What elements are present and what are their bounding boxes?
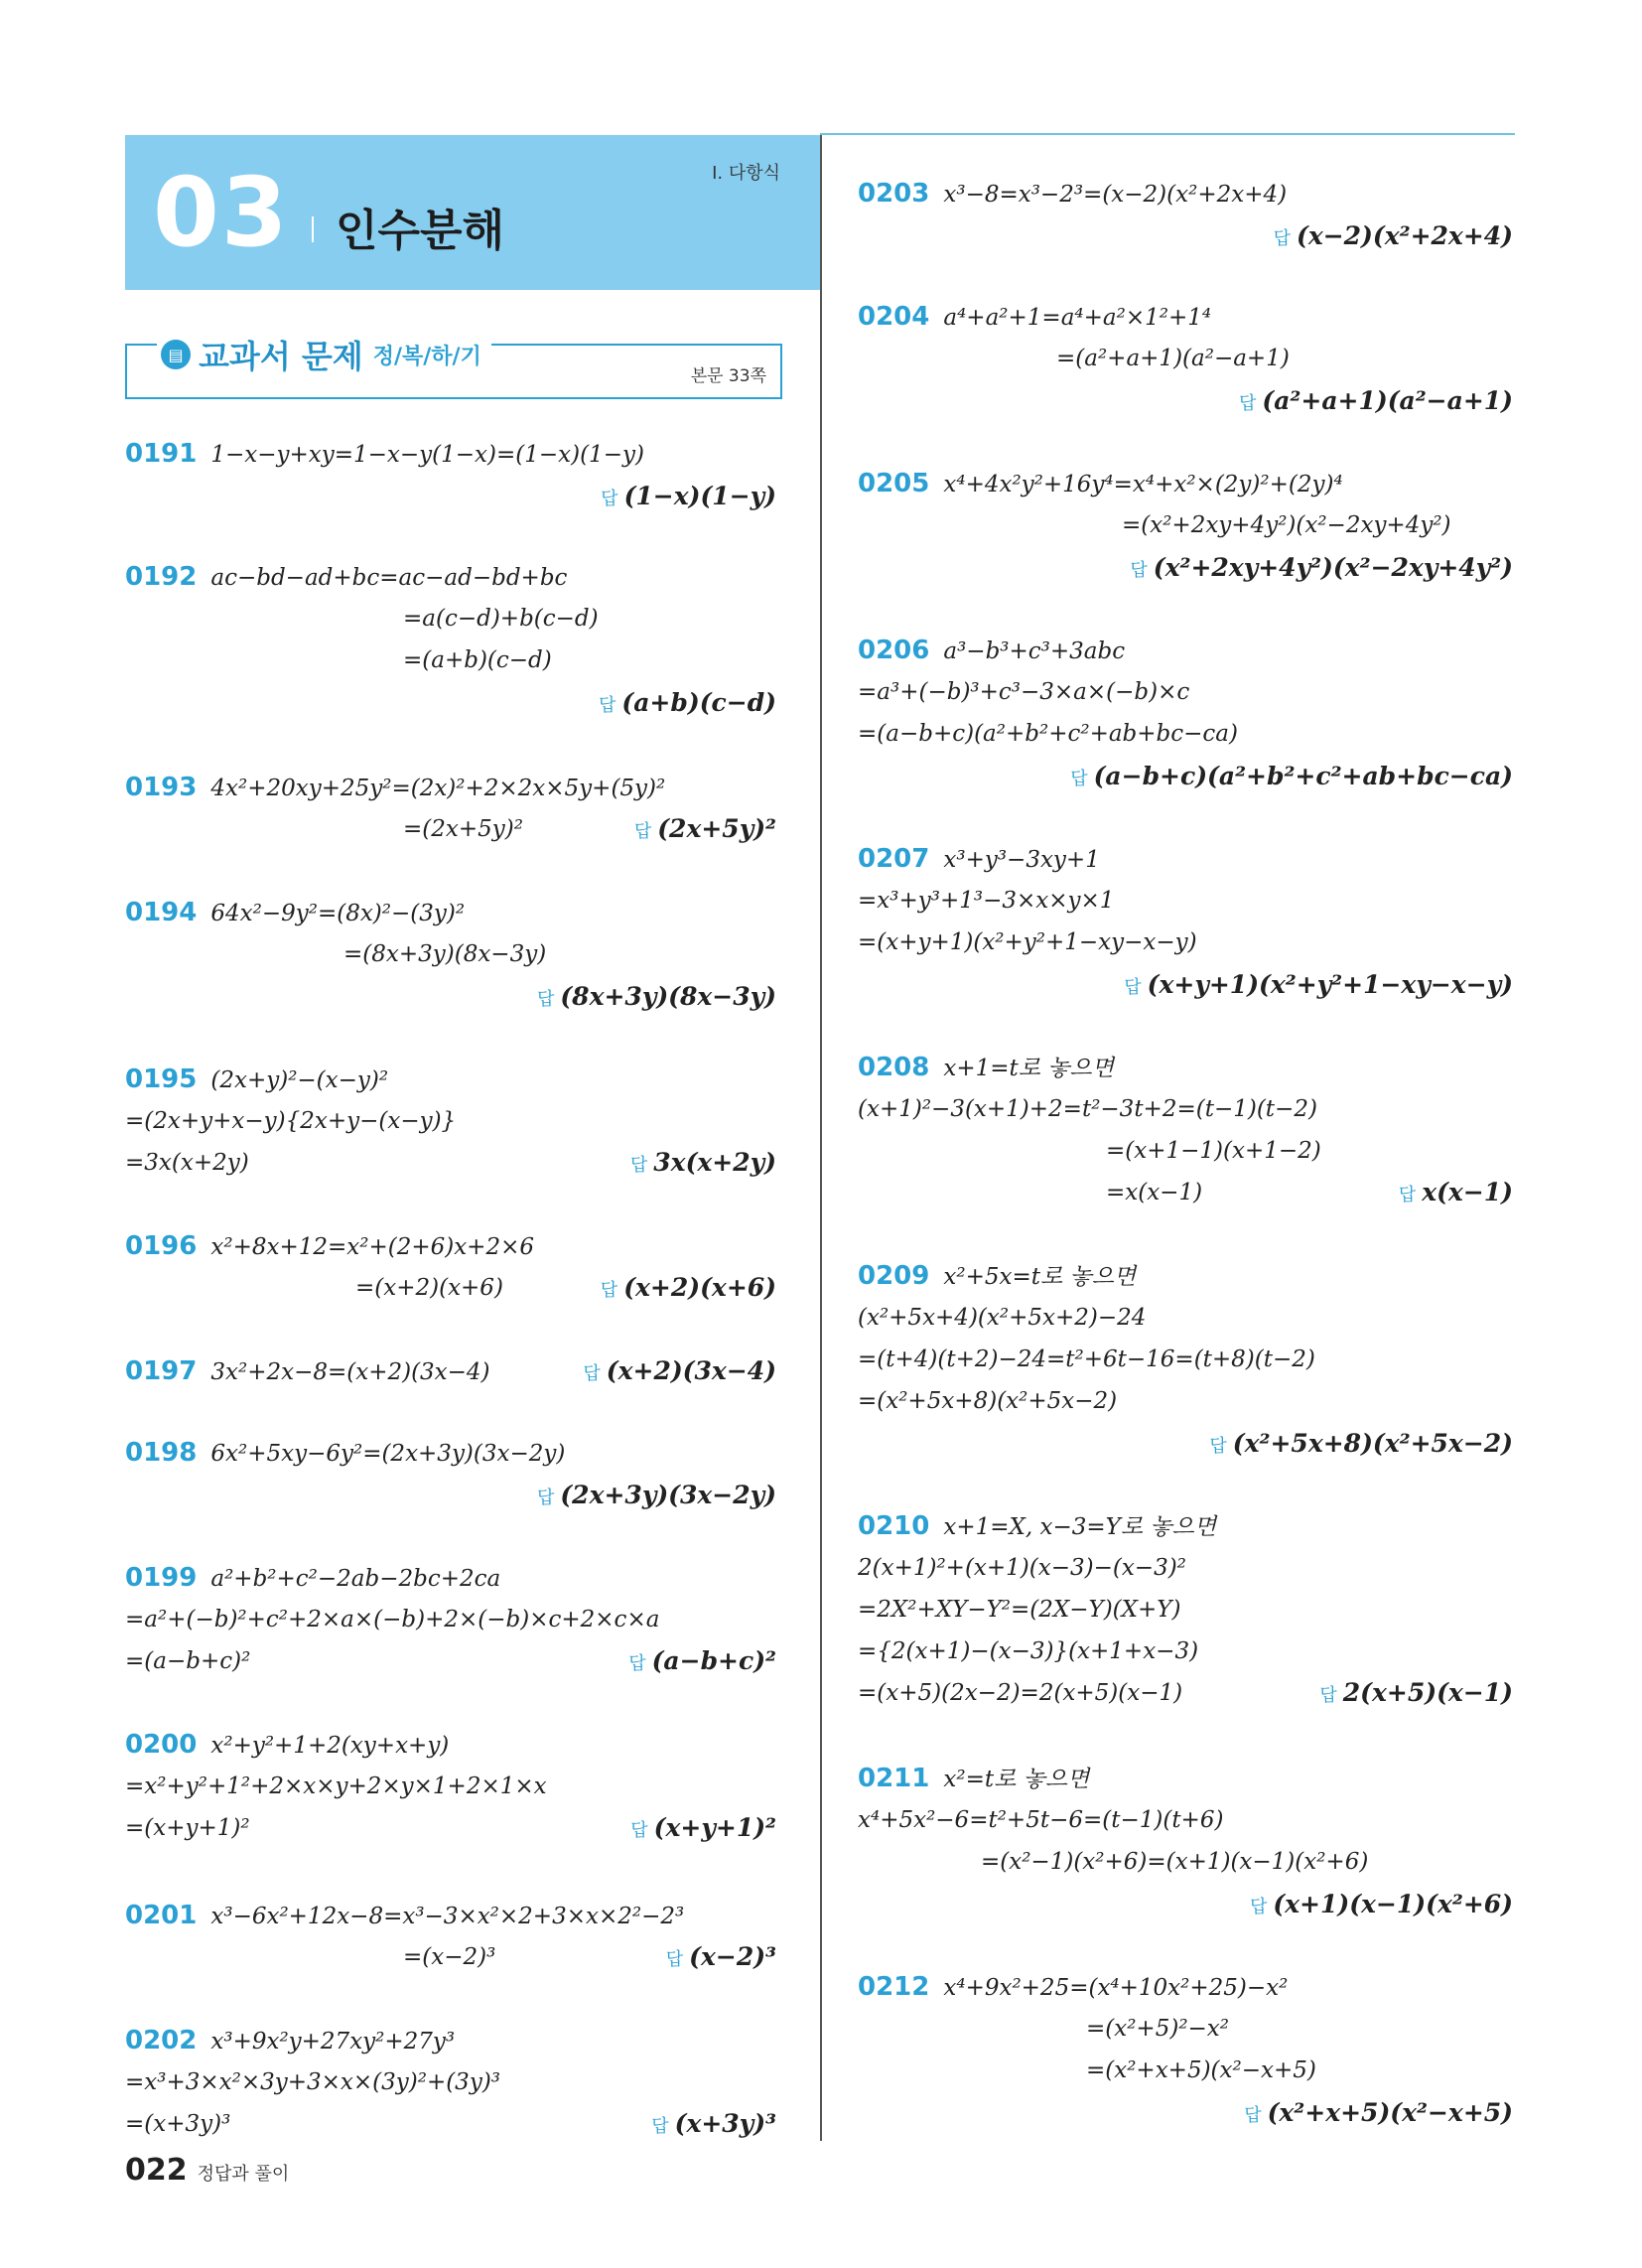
solution-line [858,1380,1513,1422]
solution-line [858,880,1513,921]
solution-text: =x³+3×x²×3y+3×x×(3y)²+(3y)³ [125,2069,501,2095]
answer [858,2091,1513,2135]
book-icon: ▤ [161,340,191,369]
answer [858,963,1513,1007]
problem-0203 [858,173,1513,258]
chapter-number: 03 [153,157,290,268]
answer [666,1936,776,1981]
problem-number: 0203 [858,179,930,209]
solution-line [125,1225,776,1267]
solution-line [858,1841,1513,1883]
answer-tag: 답 [1249,1897,1268,1917]
problem-number: 0193 [125,773,198,802]
problem-0200 [125,1724,776,1849]
solution-line [858,1799,1513,1841]
solution-text: x³−8=x³−2³=(x−2)(x²+2x+4) [943,182,1288,208]
answer-value: (x²+5x+8)(x²+5x−2) [1232,1429,1513,1458]
problem-0195 [125,1059,776,1184]
solution-line [858,1547,1513,1589]
problem-0204 [858,296,1513,423]
solution-line [125,1766,776,1807]
solution-line [858,713,1513,755]
solution-line [125,1599,776,1640]
problem-0197 [125,1350,776,1392]
solution-text: a²+b²+c²−2ab−2bc+2ca [210,1566,501,1592]
solution-line [125,1059,776,1100]
section-subtitle: 정/복/하/기 [372,344,481,369]
solution-line [858,1505,1513,1547]
solution-line [125,1557,776,1599]
solution-line [858,1172,1513,1213]
solution-text: =(a−b+c)(a²+b²+c²+ab+bc−ca) [858,721,1238,747]
problem-0192 [125,556,776,725]
answer-value: (a−b+c)² [651,1646,776,1675]
answer-tag: 답 [1239,393,1257,414]
answer [634,808,776,853]
problem-number: 0200 [125,1730,198,1760]
answer-tag: 답 [536,989,555,1010]
answer [858,214,1513,258]
solution-text: =(a²+a+1)(a²−a+1) [1056,346,1290,371]
solution-line [858,338,1513,379]
solution-text: 6x²+5xy−6y²=(2x+3y)(3x−2y) [210,1441,566,1467]
answer-value: (x+2)(3x−4) [606,1356,776,1385]
solution-text: =(8x+3y)(8x−3y) [343,941,547,967]
answer-value: x(x−1) [1422,1178,1513,1206]
answer [601,1267,776,1312]
page-footer-label: 정답과 풀이 [197,2164,290,2185]
solution-line [858,1297,1513,1339]
answer-value: (x+1)(x−1)(x²+6) [1273,1890,1513,1918]
answer [628,1640,776,1685]
answer [583,1350,776,1395]
answer [1319,1672,1513,1717]
answer-tag: 답 [536,1488,555,1508]
answer [651,2103,776,2148]
solution-line [858,2050,1513,2091]
solution-line [125,767,776,808]
solution-line [125,556,776,598]
solution-text: ={2(x+1)−(x−3)}(x+1+x−3) [858,1638,1199,1664]
solution-line [858,1630,1513,1672]
answer-value: (x²+x+5)(x²−x+5) [1267,2098,1513,2127]
problem-0202 [125,2020,776,2145]
solution-text: =(x+y+1)² [125,1815,250,1841]
solution-line [125,1100,776,1142]
chapter-part: Ⅰ. 다항식 [712,163,780,184]
solution-line [125,1432,776,1474]
answer [858,1883,1513,1926]
answer [125,475,776,518]
problem-number: 0196 [125,1231,198,1261]
solution-text: x²+5x=t로 놓으면 [943,1264,1137,1290]
solution-line [125,1350,776,1392]
solution-line [858,838,1513,880]
answer-value: (x−2)(x²+2x+4) [1296,221,1513,250]
answer-tag: 답 [1209,1436,1227,1457]
solution-text: (x+1)²−3(x+1)+2=t²−3t+2=(t−1)(t−2) [858,1096,1317,1122]
answer-tag: 답 [630,1820,648,1841]
page-number: 022 [125,2153,188,2188]
top-rule [820,133,1515,135]
solution-line [125,808,776,850]
answer-tag: 답 [665,1949,684,1970]
solution-line [858,1966,1513,2008]
solution-text: =a(c−d)+b(c−d) [403,606,599,632]
answer [125,1474,776,1517]
answer-tag: 답 [601,489,618,509]
solution-text: =x³+y³+1³−3×x×y×1 [858,888,1115,914]
solution-line [858,1130,1513,1172]
solution-line [858,1758,1513,1799]
solution-text: ac−bd−ad+bc=ac−ad−bd+bc [210,565,568,591]
problem-number: 0208 [858,1053,930,1082]
solution-line [858,173,1513,214]
solution-text: x²=t로 놓으면 [943,1767,1090,1792]
answer-value: (x²+2xy+4y²)(x²−2xy+4y²) [1153,553,1513,582]
answer-value: (x+y+1)² [653,1813,776,1842]
answer-value: (x+3y)³ [674,2109,776,2138]
section-header [125,338,782,399]
solution-text: =(x+5)(2x−2)=2(x+5)(x−1) [858,1680,1183,1706]
problem-number: 0206 [858,636,930,665]
answer-tag: 답 [1070,769,1088,789]
solution-text: =x(x−1) [1106,1180,1203,1205]
problem-0198 [125,1432,776,1517]
solution-text: 1−x−y+xy=1−x−y(1−x)=(1−x)(1−y) [210,442,644,468]
problem-number: 0202 [125,2026,198,2055]
solution-text: a⁴+a²+1=a⁴+a²×1²+1⁴ [943,305,1212,331]
solution-text: x³+y³−3xy+1 [943,847,1100,873]
solution-line [858,1088,1513,1130]
solution-line [125,2103,776,2145]
chapter-separator [312,216,314,242]
solution-line [858,630,1513,671]
column-divider [820,135,822,2141]
solution-text: x⁴+5x²−6=t²+5t−6=(t−1)(t+6) [858,1807,1224,1833]
problem-0208 [858,1047,1513,1213]
answer-tag: 답 [1319,1685,1337,1706]
solution-text: =a³+(−b)³+c³−3×a×(−b)×c [858,679,1190,705]
solution-text: =(x−2)³ [403,1944,496,1970]
answer-value: (2x+5y)² [657,814,776,843]
solution-line [858,463,1513,504]
solution-text: =2X²+XY−Y²=(2X−Y)(X+Y) [858,1597,1181,1623]
answer-value: (a²+a+1)(a²−a+1) [1262,386,1513,415]
answer [858,755,1513,798]
solution-text: =(x²+x+5)(x²−x+5) [1086,2057,1316,2083]
problem-0194 [125,892,776,1019]
problem-number: 0201 [125,1901,198,1930]
answer-value: (2x+3y)(3x−2y) [560,1481,776,1509]
problem-0211 [858,1758,1513,1926]
problem-number: 0197 [125,1356,198,1386]
solution-text: x⁴+4x²y²+16y⁴=x⁴+x²×(2y)²+(2y)⁴ [943,472,1343,497]
answer-value: (8x+3y)(8x−3y) [560,982,776,1011]
problem-0209 [858,1255,1513,1466]
solution-text: 3x²+2x−8=(x+2)(3x−4) [210,1359,490,1385]
solution-text: x+1=X, x−3=Y로 놓으면 [943,1514,1217,1540]
problem-0212 [858,1966,1513,2135]
solution-text: =(x+y+1)(x²+y²+1−xy−x−y) [858,929,1197,955]
solution-line [858,1672,1513,1714]
solution-text: x³+9x²y+27xy²+27y³ [210,2029,456,2055]
answer [630,1142,776,1187]
solution-text: x+1=t로 놓으면 [943,1056,1114,1081]
solution-text: =a²+(−b)²+c²+2×a×(−b)+2×(−b)×c+2×c×a [125,1607,660,1632]
solution-line [858,1047,1513,1088]
problem-number: 0210 [858,1511,930,1541]
answer-tag: 답 [629,1155,648,1176]
solution-text: 2(x+1)²+(x+1)(x−3)−(x−3)² [858,1555,1186,1581]
answer-value: 3x(x+2y) [653,1148,776,1177]
solution-line [125,1895,776,1936]
problem-number: 0211 [858,1764,930,1793]
solution-text: =(x²+5x+8)(x²+5x−2) [858,1388,1118,1414]
solution-text: =(x+3y)³ [125,2111,231,2137]
answer-tag: 답 [1124,977,1142,998]
solution-line [125,433,776,475]
solution-line [125,1267,776,1309]
solution-line [125,1142,776,1184]
answer-value: (x+2)(x+6) [623,1273,776,1302]
solution-line [858,2008,1513,2050]
problem-0196 [125,1225,776,1309]
problem-0210 [858,1505,1513,1714]
solution-line [125,1807,776,1849]
answer-tag: 답 [600,1280,618,1301]
solution-line [125,598,776,639]
solution-line [125,933,776,975]
problem-0191 [125,433,776,518]
answer-tag: 답 [628,1653,646,1674]
solution-text: =(x+1−1)(x+1−2) [1106,1138,1321,1164]
problem-0205 [858,463,1513,590]
problem-0206 [858,630,1513,798]
solution-line [858,671,1513,713]
solution-text: 64x²−9y²=(8x)²−(3y)² [210,901,466,926]
problem-number: 0212 [858,1972,930,2002]
answer [125,681,776,725]
solution-text: (x²+5x+4)(x²+5x+2)−24 [858,1305,1147,1331]
problem-number: 0192 [125,562,198,592]
solution-line [125,2020,776,2061]
solution-line [858,1339,1513,1380]
solution-line [125,2061,776,2103]
solution-line [125,639,776,681]
answer [858,379,1513,423]
solution-text: =(x²+2xy+4y²)(x²−2xy+4y²) [1122,512,1451,538]
problem-number: 0204 [858,302,930,332]
solution-text: 4x²+20xy+25y²=(2x)²+2×2x×5y+(5y)² [210,776,666,801]
problem-0201 [125,1895,776,1978]
problem-number: 0195 [125,1064,198,1094]
solution-text: =(t+4)(t+2)−24=t²+6t−16=(t+8)(t−2) [858,1347,1315,1372]
answer-tag: 답 [583,1363,601,1384]
solution-line [858,296,1513,338]
solution-text: a³−b³+c³+3abc [943,638,1126,664]
answer [630,1807,776,1852]
problem-number: 0198 [125,1438,198,1468]
answer-tag: 답 [1130,560,1148,581]
chapter-title: 인수분해 [336,206,505,256]
answer [125,975,776,1019]
answer-value: (1−x)(1−y) [623,482,776,510]
answer-tag: 답 [1273,228,1291,249]
solution-text: =(a−b+c)² [125,1648,251,1674]
solution-text: x⁴+9x²+25=(x⁴+10x²+25)−x² [943,1975,1289,2001]
answer [1399,1172,1513,1216]
solution-text: =(2x+y+x−y){2x+y−(x−y)} [125,1108,457,1134]
solution-text: x²+8x+12=x²+(2+6)x+2×6 [210,1234,534,1260]
section-title: 교과서 문제 [199,338,363,375]
answer-value: (a−b+c)(a²+b²+c²+ab+bc−ca) [1093,762,1513,790]
solution-text: =(x²−1)(x²+6)=(x+1)(x−1)(x²+6) [981,1849,1369,1875]
solution-text: =x²+y²+1²+2×x×y+2×y×1+2×1×x [125,1773,547,1799]
solution-line [125,1724,776,1766]
answer-value: (x+y+1)(x²+y²+1−xy−x−y) [1147,970,1513,999]
answer-tag: 답 [633,821,652,842]
answer [858,546,1513,590]
solution-text: x²+y²+1+2(xy+x+y) [210,1733,450,1759]
solution-text: x³−6x²+12x−8=x³−3×x²×2+3×x×2²−2³ [210,1904,685,1929]
problem-number: 0205 [858,469,930,498]
problem-0199 [125,1557,776,1682]
problem-number: 0209 [858,1261,930,1291]
answer-tag: 답 [651,2116,669,2137]
answer-tag: 답 [1244,2105,1262,2126]
problem-number: 0191 [125,439,198,469]
answer-value: (x−2)³ [689,1942,776,1971]
solution-text: =3x(x+2y) [125,1150,249,1176]
solution-text: =(a+b)(c−d) [403,647,552,673]
page-footer [125,2153,289,2188]
answer-tag: 답 [1398,1185,1417,1205]
solution-line [858,1255,1513,1297]
problem-number: 0199 [125,1563,198,1593]
chapter-banner [125,135,820,290]
solution-text: =(x+2)(x+6) [355,1275,503,1301]
solution-line [125,1936,776,1978]
solution-text: =(x²+5)²−x² [1086,2016,1229,2042]
solution-line [858,504,1513,546]
answer [858,1422,1513,1466]
problem-0207 [858,838,1513,1007]
answer-value: 2(x+5)(x−1) [1342,1678,1513,1707]
solution-line [858,1589,1513,1630]
solution-line [125,892,776,933]
solution-line [858,921,1513,963]
section-label [157,332,491,377]
answer-tag: 답 [599,695,616,716]
solution-text: (2x+y)²−(x−y)² [210,1067,389,1093]
section-page-ref: 본문 33쪽 [690,366,766,386]
problem-number: 0207 [858,844,930,874]
problem-0193 [125,767,776,850]
answer-value: (a+b)(c−d) [621,688,776,717]
solution-text: =(2x+5y)² [403,816,523,842]
solution-line [125,1640,776,1682]
problem-number: 0194 [125,898,198,927]
